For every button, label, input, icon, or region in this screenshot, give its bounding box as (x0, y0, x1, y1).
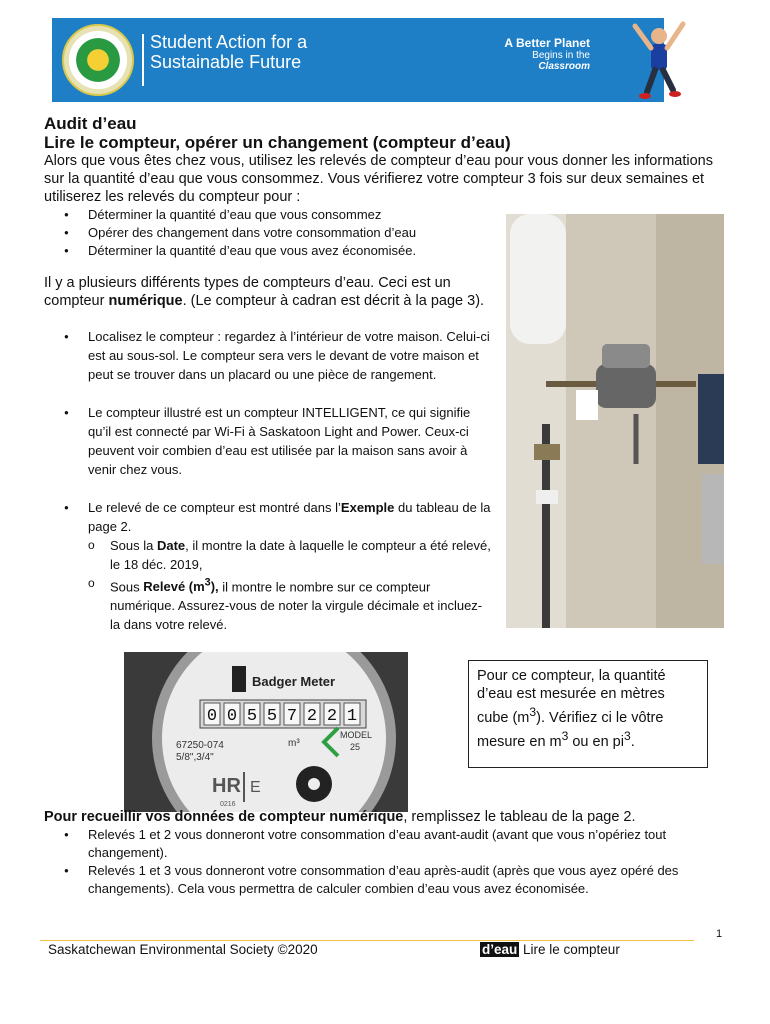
sub1-bold: Date (156, 538, 186, 553)
digit: 0 (206, 707, 218, 726)
digit: 2 (306, 707, 318, 726)
meter-installation-photo (506, 214, 724, 628)
sub2-text-end: il montre le nombre sur ce compteur numérique. Assurez-vous de noter la virgule décimale et incluez-la dans votre relevé. (110, 579, 483, 633)
list-item: ● Relevés 1 et 2 vous donneront votre consommation d’eau avant-audit (avant que vous n’opériez tout changement). (62, 826, 712, 862)
meter-hr-label: HR (212, 775, 241, 797)
banner-title (150, 32, 380, 72)
callout-text: Pour ce compteur, la quantité d’eau est mesurée en mètres cube (m (477, 668, 666, 726)
digit: 5 (246, 707, 258, 726)
list-item: ● Déterminer la quantité d’eau que vous avez économisée. (62, 242, 512, 260)
footer-right (480, 942, 620, 957)
banner-title-line2: Sustainable Future (150, 52, 302, 72)
header-banner (52, 18, 717, 102)
callout-text-mid2: ou en pi (568, 733, 624, 750)
sub2-sup: 3 (204, 577, 211, 589)
page-subtitle: Lire le compteur, opérer un changement (compteur d’eau) (44, 133, 511, 152)
logo-divider (142, 34, 144, 86)
step3-bold: Exemple (340, 500, 395, 515)
step3-text: Le relevé de ce compteur est montré dans l’ (88, 500, 341, 515)
callout-sup: 3 (623, 728, 631, 743)
sub2-bold-text: Relevé (m (143, 579, 205, 595)
goals-list (62, 206, 512, 260)
callout-sup: 3 (561, 728, 569, 743)
list-item: ● Localisez le compteur : regardez à l’intérieur de votre maison. Celui-ci est au sous-sol. Le compteur sera vers le devant de votre maison et peut se trouver dans un placard ou une pièce de rangement. (62, 327, 492, 384)
list-item: ● Relevés 1 et 3 vous donneront votre consommation d’eau après-audit (après que vous ayez opéré des changements). Cela vous permettra de calculer combien d’eau vous avez économisée. (62, 862, 712, 898)
intro-paragraph: Alors que vous êtes chez vous, utilisez les relevés de compteur d’eau pour vous donner les informations sur la quantité d’eau que vous consommez. Vous vérifierez votre compteur 3 fois sur deux semaines et utiliserez les relevés du compteur pour : (44, 153, 713, 205)
meter-face (124, 652, 408, 812)
tagline-line3: Classroom (538, 61, 590, 72)
digit: 2 (326, 707, 338, 726)
meter-closeup-photo (124, 652, 408, 812)
jumping-child-image (617, 18, 697, 102)
units-callout-box (468, 660, 708, 768)
meter-steps-list (62, 327, 492, 653)
collect-data-paragraph (44, 808, 714, 826)
para3-bold: Pour recueillir vos données de compteur numérique (44, 809, 404, 825)
ses-logo (62, 24, 134, 96)
meter-size: 5/8",3/4" (176, 752, 214, 763)
sub-list-item (88, 536, 492, 574)
para2-text: Il y a plusieurs différents types de compteurs d’eau. Ceci est un compteur (44, 275, 451, 309)
callout-text-mid: ). Vérifiez ci le vôtre mesure en m (477, 709, 664, 750)
sub2-bold (143, 579, 218, 594)
footer-highlight: d’eau (482, 942, 518, 957)
footer-divider (40, 940, 694, 941)
digit: 5 (266, 707, 278, 726)
para3-text: , remplissez le tableau de la page 2. (403, 809, 636, 825)
tagline-line2: Begins in the (532, 50, 590, 61)
sub1-text: Sous la (110, 538, 157, 553)
footer-right-text: Lire le compteur (519, 942, 620, 957)
tagline-line1: A Better Planet (504, 36, 590, 50)
meter-model-number: 25 (350, 742, 361, 752)
para2-text-end: . (Le compteur à cadran est décrit à la page 3). (182, 293, 485, 309)
sub2-text: Sous (110, 579, 144, 595)
para2-bold: numérique (108, 293, 183, 309)
meter-code: 0216 (220, 801, 236, 808)
list-item: ● Déterminer la quantité d’eau que vous consommez (62, 206, 512, 224)
meter-brand: Badger Meter (252, 674, 336, 689)
list-item: ● Le compteur illustré est un compteur INTELLIGENT, ce qui signifie qu’il est connecté par Wi-Fi à Saskatoon Light and Power. Ceux-ci peuvent voir combien d’eau est utilisée par la maison sans avoir à venir chez vous. (62, 403, 492, 479)
meter-types-paragraph (44, 274, 502, 310)
meter-serial: 67250-074 (176, 740, 224, 751)
banner-tagline (490, 36, 590, 72)
step3-text-end: du tableau de la page 2. (88, 500, 491, 534)
banner-title-line1: Student Action for a (150, 32, 308, 52)
list-item (62, 498, 492, 634)
meter-unit: m³ (288, 738, 300, 749)
page-number: 1 (716, 928, 723, 940)
sub2-bold-end: ), (210, 579, 219, 595)
digit: 1 (346, 707, 358, 726)
callout-sup: 3 (529, 705, 537, 719)
list-item: ● Opérer des changement dans votre consommation d’eau (62, 224, 512, 242)
sub1-text-end: , il montre la date à laquelle le compteur a été relevé, le 18 déc. 2019, (110, 538, 491, 572)
footer-left: Saskatchewan Environmental Society ©2020 (48, 942, 318, 957)
readings-list (62, 826, 712, 898)
meter-e-label: E (250, 779, 261, 796)
sub-list (88, 536, 492, 634)
digit: 7 (286, 707, 298, 726)
page-title: Audit d’eau (44, 114, 137, 133)
installation-illustration (506, 214, 724, 628)
meter-model: MODEL (340, 730, 373, 740)
digit: 0 (226, 707, 238, 726)
sub-list-item (88, 574, 492, 634)
callout-text-end: . (630, 733, 635, 750)
